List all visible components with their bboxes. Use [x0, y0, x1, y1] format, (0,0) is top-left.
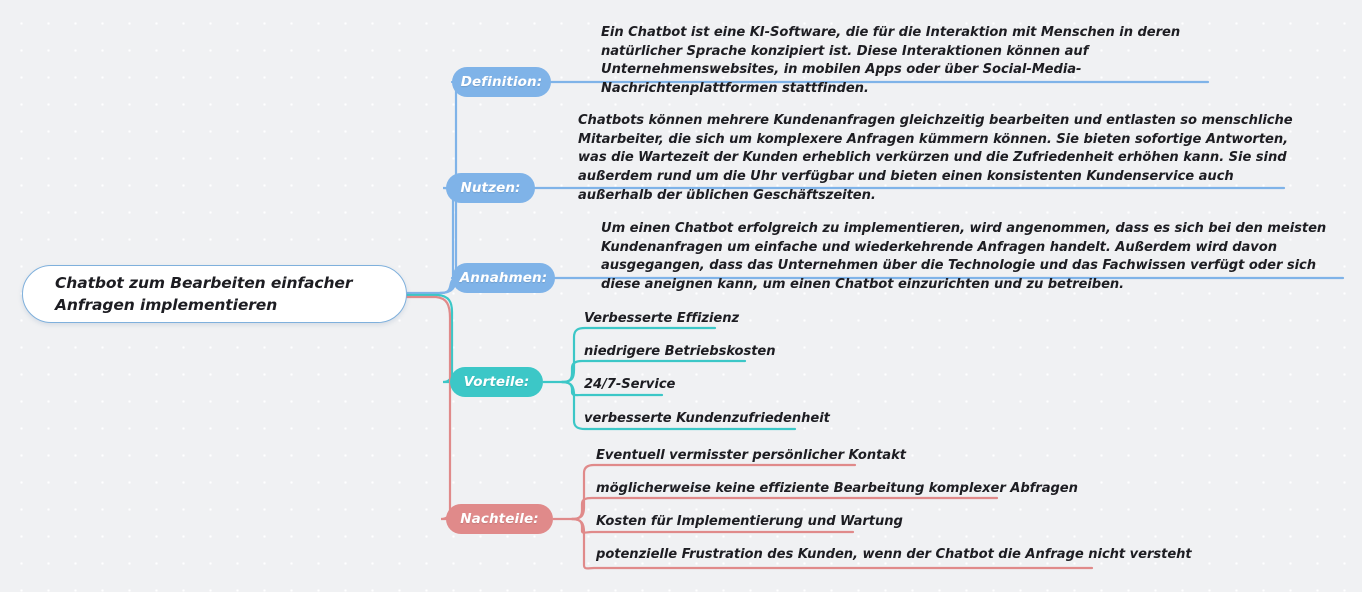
branch-label-annahmen[interactable]: Annahmen: — [452, 263, 555, 293]
root-node[interactable] — [22, 265, 407, 323]
leaf-item-nachteile-3[interactable]: Kosten für Implementierung und Wartung — [596, 514, 903, 529]
leaf-item-vorteile-4[interactable]: verbesserte Kundenzufriedenheit — [584, 411, 830, 426]
leaf-item-nachteile-2[interactable]: möglicherweise keine effiziente Bearbeitung komplexer Abfragen — [596, 481, 1078, 496]
leaf-item-vorteile-2[interactable]: niedrigere Betriebskosten — [584, 344, 776, 359]
leaf-item-nachteile-1[interactable]: Eventuell vermisster persönlicher Kontakt — [596, 448, 906, 463]
branch-text-annahmen: Um einen Chatbot erfolgreich zu implementieren, wird angenommen, dass es sich bei den meisten Kundenanfragen um einfache und wiederkehrende Anfragen handelt. Außerdem wird davon ausgegangen, dass das Unternehmen über die Technologie und das Fachwissen verfügt oder sich diese aneignen kann, um einen Chatbot einzurichten und zu betreiben. — [601, 221, 1327, 292]
root-node-label: Chatbot zum Bearbeiten einfacher Anfragen implementieren — [55, 274, 353, 314]
branch-label-nutzen[interactable]: Nutzen: — [446, 173, 535, 203]
branch-label-vorteile[interactable]: Vorteile: — [450, 367, 543, 397]
branch-label-nachteile[interactable]: Nachteile: — [446, 504, 553, 534]
branch-text-nutzen: Chatbots können mehrere Kundenanfragen gleichzeitig bearbeiten und entlasten so menschliche Mitarbeiter, die sich um komplexere Anfragen kümmern können. Sie bieten sofortige Antworten, was die Wartezeit der Kunden erheblich verkürzen und die Zufriedenheit erhöhen kann. Sie sind außerdem rund um die Uhr verfügbar und bieten einen konsistenten Kundenservice auch außerhalb der üblichen Geschäftszeiten. — [578, 113, 1293, 203]
leaf-item-nachteile-4[interactable]: potenzielle Frustration des Kunden, wenn der Chatbot die Anfrage nicht versteht — [596, 547, 1192, 562]
branch-label-definition[interactable]: Definition: — [452, 67, 551, 97]
branch-text-definition: Ein Chatbot ist eine KI-Software, die für die Interaktion mit Menschen in deren natürlicher Sprache konzipiert ist. Diese Interaktionen können auf Unternehmenswebsites, in mobilen Apps oder über Social-Media-Nachrichtenplattformen stattfinden. — [601, 25, 1181, 96]
leaf-item-vorteile-1[interactable]: Verbesserte Effizienz — [584, 311, 740, 326]
leaf-item-vorteile-3[interactable]: 24/7-Service — [584, 377, 676, 392]
